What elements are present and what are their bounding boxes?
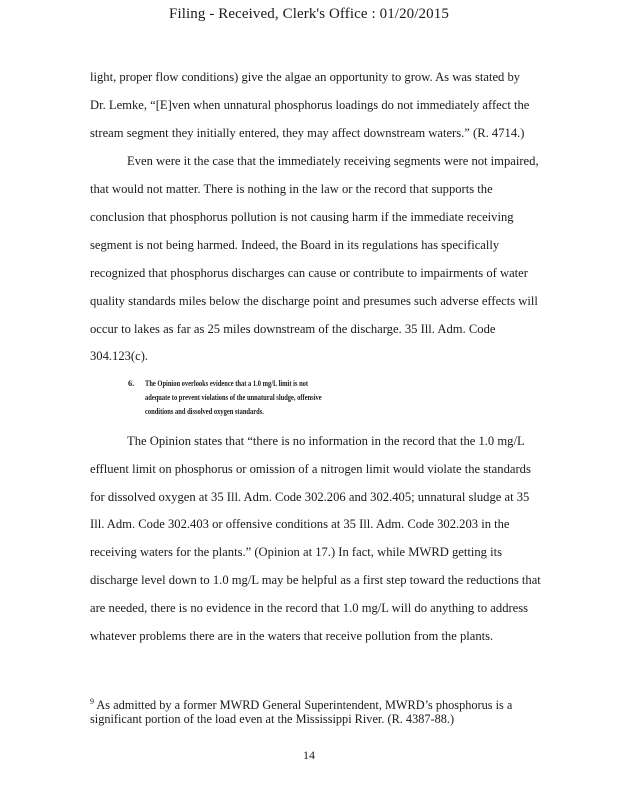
body-line: receiving waters for the plants.” (Opinion at 17.) In fact, while MWRD getting its <box>90 545 502 559</box>
body-line: Ill. Adm. Code 302.403 or offensive conditions at 35 Ill. Adm. Code 302.203 in the <box>90 517 510 531</box>
footnote-text: As admitted by a former MWRD General Superintendent, MWRD’s phosphorus is a <box>96 698 513 713</box>
body-line: are needed, there is no evidence in the record that 1.0 mg/L will do anything to address <box>90 601 529 615</box>
filing-header: Filing - Received, Clerk's Office : 01/20/2015 <box>169 6 449 22</box>
body-line: occur to lakes as far as 25 miles downstream of the discharge. 35 Ill. Adm. Code <box>90 322 496 336</box>
body-line: whatever problems there are in the waters that receive pollution from the plants. <box>90 629 494 643</box>
body-line: stream segment they initially entered, they may affect downstream waters.” (R. 4714.) <box>90 126 525 140</box>
body-line: recognized that phosphorus discharges can cause or contribute to impairments of water <box>90 266 528 280</box>
body-line: discharge level down to 1.0 mg/L may be helpful as a first step toward the reductions that <box>90 573 541 587</box>
footnote-line <box>90 697 512 713</box>
page-number: 14 <box>303 748 315 762</box>
body-line: for dissolved oxygen at 35 Ill. Adm. Code 302.206 and 302.405; unnatural sludge at 35 <box>90 490 530 504</box>
body-line: that would not matter. There is nothing in the law or the record that supports the <box>90 182 493 196</box>
body-line: The Opinion states that “there is no information in the record that the 1.0 mg/L <box>127 434 525 448</box>
body-line: conclusion that phosphorus pollution is not causing harm if the immediate receiving <box>90 210 514 224</box>
subheading-number: 6. <box>128 379 135 388</box>
body-line: Dr. Lemke, “[E]ven when unnatural phosphorus loadings do not immediately affect the <box>90 98 530 112</box>
subheading-line: conditions and dissolved oxygen standards. <box>145 407 264 416</box>
body-line: effluent limit on phosphorus or omission of a nitrogen limit would violate the standards <box>90 462 531 476</box>
footnote-marker: 9 <box>90 697 94 706</box>
subheading-line: adequate to prevent violations of the unnatural sludge, offensive <box>145 393 322 402</box>
body-line: Even were it the case that the immediately receiving segments were not impaired, <box>127 154 539 168</box>
body-line: segment is not being harmed. Indeed, the Board in its regulations has specifically <box>90 238 500 252</box>
body-line: 304.123(c). <box>90 349 149 363</box>
subheading-line: The Opinion overlooks evidence that a 1.0 mg/L limit is not <box>145 379 309 388</box>
footnote-line: significant portion of the load even at the Mississippi River. (R. 4387-88.) <box>90 712 455 726</box>
body-line: light, proper flow conditions) give the algae an opportunity to grow. As was stated by <box>90 70 521 84</box>
body-line: quality standards miles below the discharge point and presumes such adverse effects will <box>90 294 538 308</box>
